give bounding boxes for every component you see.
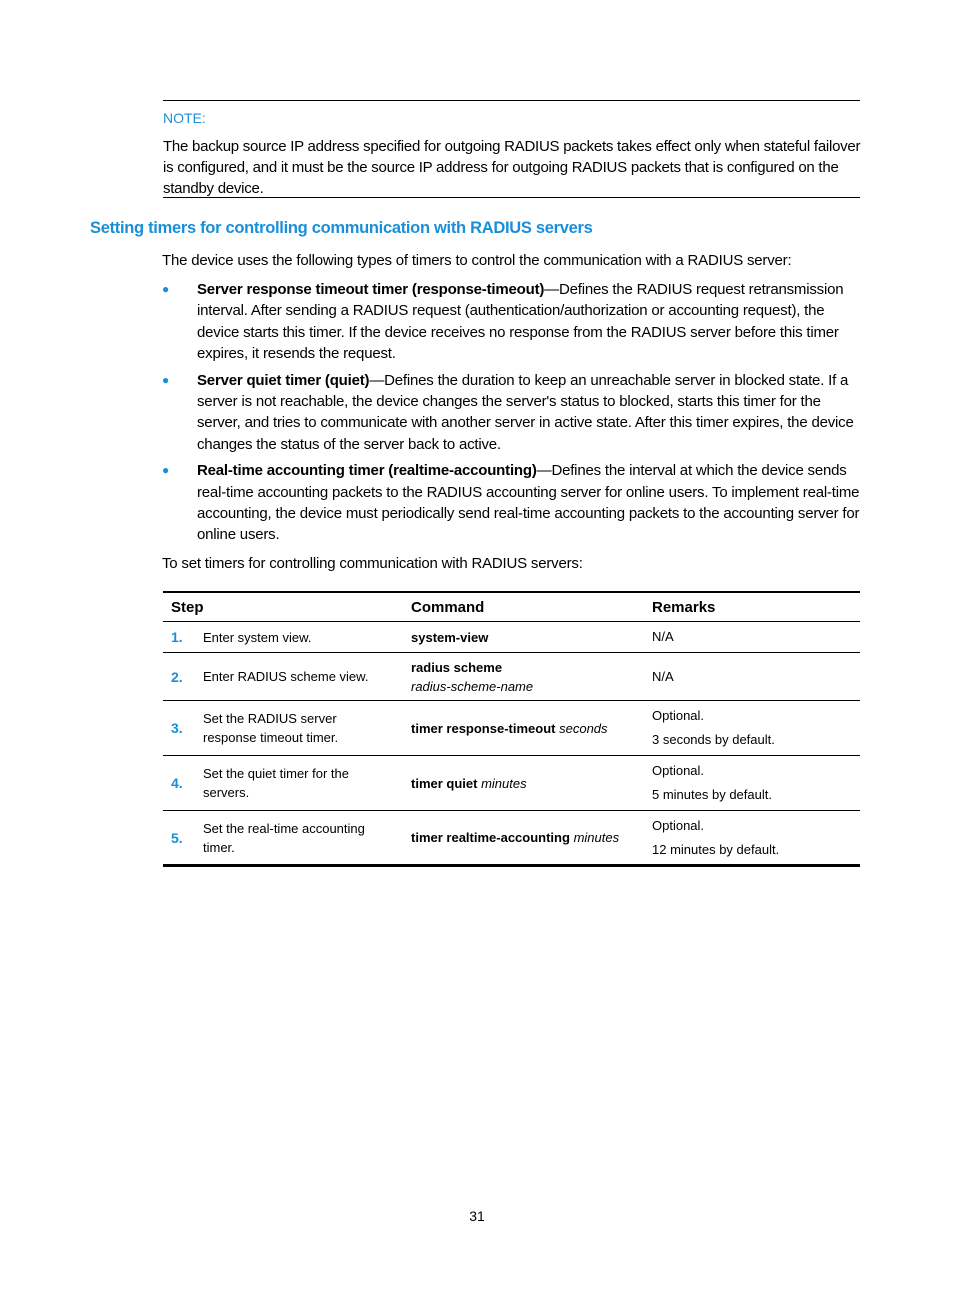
header-step: Step (163, 592, 403, 622)
command-keyword: timer quiet (411, 775, 478, 791)
step-number: 3. (171, 720, 183, 736)
remark-line: Optional. (652, 817, 705, 833)
remark-default: 5 minutes by default. (652, 787, 772, 802)
command-keyword: radius scheme (411, 659, 503, 675)
table-row (163, 701, 860, 756)
step-description: Set the quiet timer for the servers. (203, 766, 349, 800)
command-argument: radius-scheme-name (411, 678, 534, 694)
outro-paragraph: To set timers for controlling communication with RADIUS servers: (162, 555, 583, 572)
table-row (163, 756, 860, 811)
table-row (163, 622, 860, 653)
remark-line: N/A (652, 668, 674, 684)
bullet-text: —Defines the RADIUS request retransmission interval. After sending a RADIUS request (authentication/authorization or accounting request), the device starts this timer. If the device receives no response from the RADIUS server before this timer expires, it resends the request. (197, 281, 844, 362)
note-text: The backup source IP address specified for outgoing RADIUS packets takes effect only when stateful failover is configured, and it must be the source IP address for outgoing RADIUS packets that is configured on the standby device. (163, 138, 861, 197)
command-keyword: timer response-timeout (411, 720, 556, 736)
command-argument: minutes (481, 775, 527, 791)
step-description: Enter RADIUS scheme view. (203, 669, 369, 684)
note-box (163, 100, 860, 198)
steps-table (163, 591, 860, 867)
section-heading: Setting timers for controlling communication with RADIUS servers (90, 219, 593, 237)
table-row (163, 811, 860, 866)
step-description: Set the real-time accounting timer. (203, 820, 365, 855)
step-number: 4. (171, 775, 183, 791)
step-number: 5. (171, 829, 183, 846)
bullet-term: Server response timeout timer (response-timeout) (197, 281, 545, 298)
command-keyword: timer realtime-accounting (411, 830, 570, 845)
bullet-quiet (162, 370, 866, 455)
remark-line: Optional. (652, 763, 705, 778)
page-number: 31 (469, 1208, 485, 1224)
bullet-term: Server quiet timer (quiet) (197, 371, 370, 389)
header-command: Command (403, 592, 644, 622)
table-row (163, 653, 860, 701)
step-number: 2. (171, 668, 183, 685)
command-argument: minutes (573, 830, 620, 845)
table-header-row (163, 592, 860, 622)
remark-line: Optional. (652, 708, 705, 723)
remark-default: 12 minutes by default. (652, 841, 780, 857)
bullet-realtime-accounting (162, 460, 866, 545)
bullet-text: —Defines the duration to keep an unreachable server in blocked state. If a server is not reachable, the device changes the server's status to blocked, starts this timer for the server, and tries to communicate with another server in active state. After this timer expires, the device changes the status of the server back to active. (197, 371, 854, 453)
command-keyword: system-view (411, 629, 489, 645)
bullet-dot-icon: ● (162, 463, 170, 478)
bullet-text: —Defines the interval at which the device sends real-time accounting packets to the RADIUS accounting server for online users. To implement real-time accounting, the device must periodically send real-time accounting packets to the accounting server for online users. (197, 462, 860, 544)
intro-paragraph: The device uses the following types of timers to control the communication with a RADIUS server: (162, 252, 792, 269)
bullet-response-timeout (162, 279, 866, 364)
remark-line: N/A (652, 629, 674, 644)
remark-default: 3 seconds by default. (652, 732, 775, 747)
command-argument: seconds (559, 720, 608, 736)
step-description: Enter system view. (203, 629, 312, 645)
note-label: NOTE: (163, 110, 206, 126)
bullet-term: Real-time accounting timer (realtime-accounting) (197, 462, 537, 480)
bullet-dot-icon: ● (162, 372, 170, 387)
timer-bullet-list (162, 279, 866, 551)
step-description: Set the RADIUS server response timeout timer. (203, 711, 339, 745)
header-remarks: Remarks (644, 592, 860, 622)
bullet-dot-icon: ● (162, 282, 170, 296)
step-number: 1. (171, 629, 183, 645)
